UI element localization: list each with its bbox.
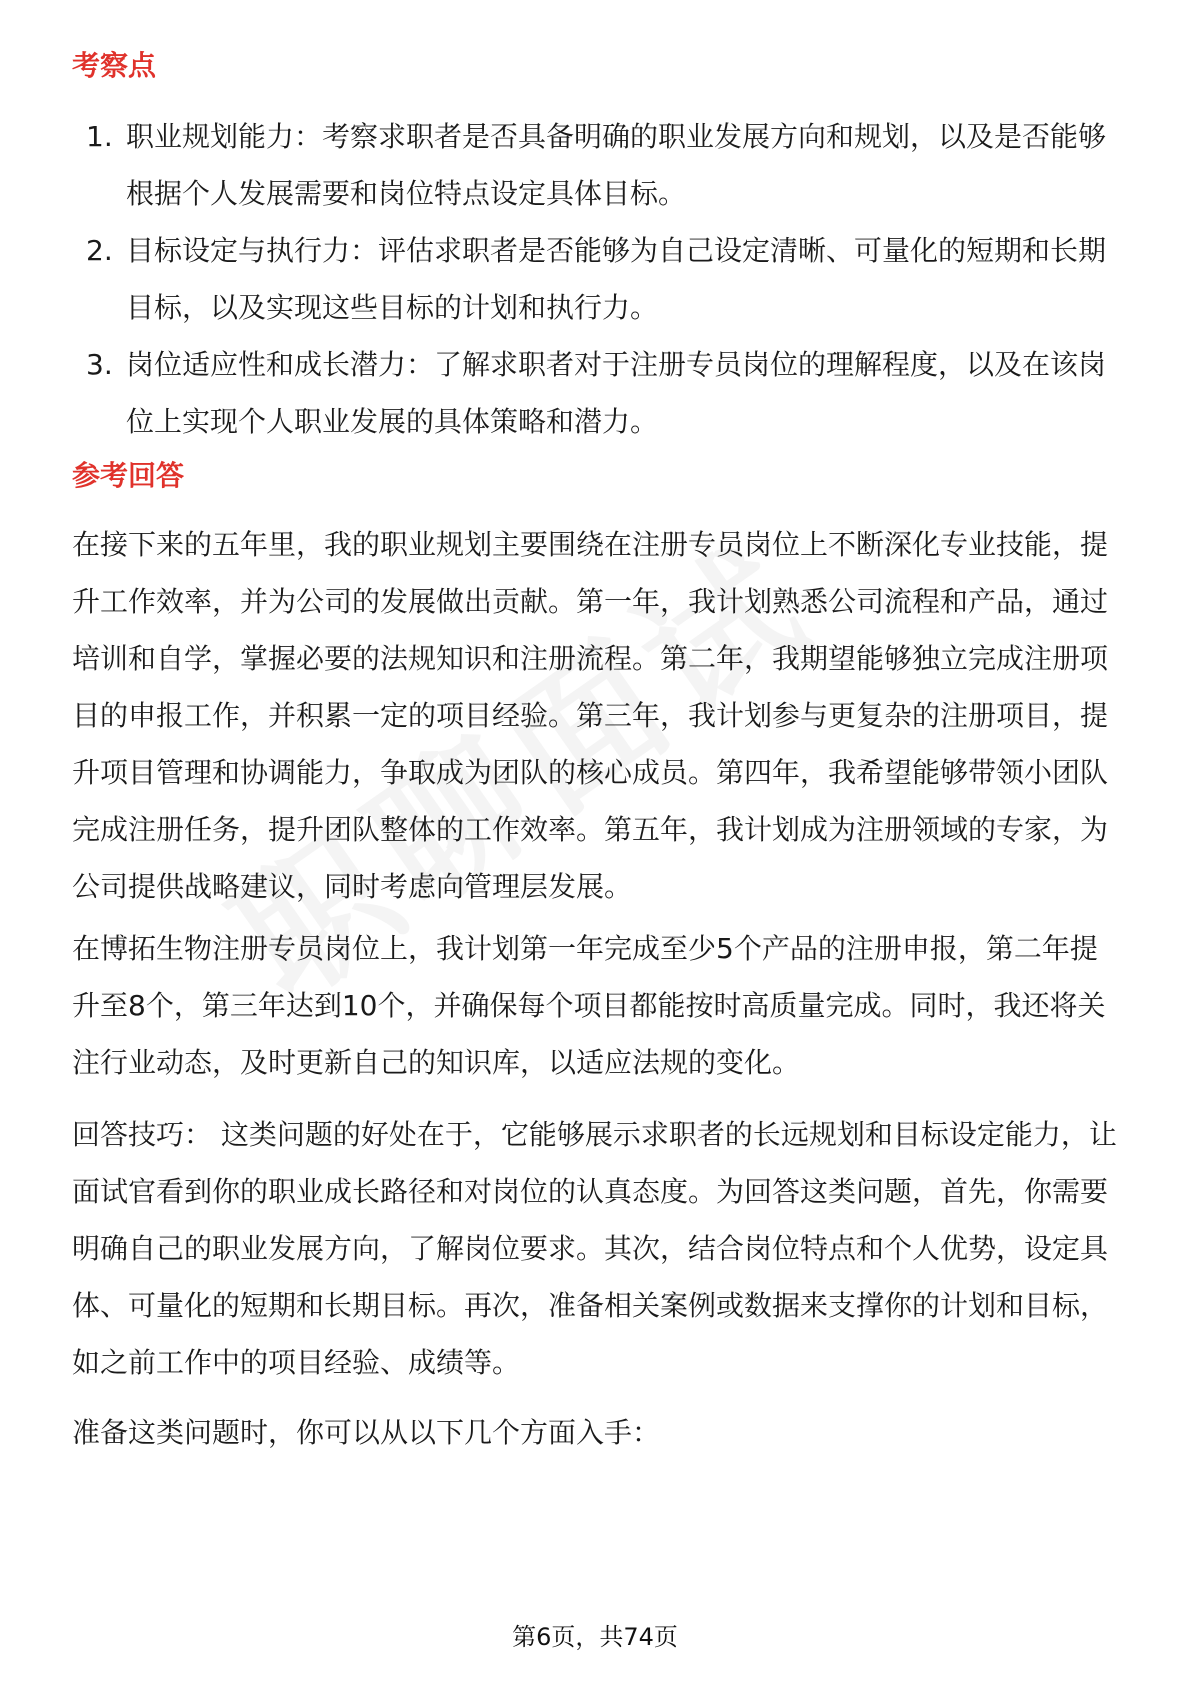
list-item-text: 目标设定与执行力：评估求职者是否能够为自己设定清晰、可量化的短期和长期目标，以及实现这些目标的计划和执行力。 bbox=[126, 234, 1107, 324]
paragraph-answer-tips: 回答技巧： 这类问题的好处在于，它能够展示求职者的长远规划和目标设定能力，让面试官看到你的职业成长路径和对岗位的认真态度。为回答这类问题，首先，你需要明确自己的职业发展方向，了解岗位要求。其次，结合岗位特点和个人优势，设定具体、可量化的短期和长期目标。再次，准备相关案例或数据来支撑你的计划和目标，如之前工作中的项目经验、成绩等。 bbox=[72, 1118, 1117, 1379]
page-number: 第6页，共74页 bbox=[512, 1623, 678, 1651]
list-number: 2. bbox=[86, 234, 113, 267]
paragraph-answer-1: 在接下来的五年里，我的职业规划主要围绕在注册专员岗位上不断深化专业技能，提升工作效率，并为公司的发展做出贡献。第一年，我计划熟悉公司流程和产品，通过培训和自学，掌握必要的法规知识和注册流程。第二年，我期望能够独立完成注册项目的申报工作，并积累一定的项目经验。第三年，我计划参与更复杂的注册项目，提升项目管理和协调能力，争取成为团队的核心成员。第四年，我希望能够带领小团队完成注册任务，提升团队整体的工作效率。第五年，我计划成为注册领域的专家，为公司提供战略建议，同时考虑向管理层发展。 bbox=[72, 528, 1109, 903]
evaluation-points-list bbox=[72, 108, 1122, 450]
list-number: 1. bbox=[86, 120, 113, 153]
list-item-text: 职业规划能力：考察求职者是否具备明确的职业发展方向和规划，以及是否能够根据个人发展需要和岗位特点设定具体目标。 bbox=[126, 120, 1107, 210]
list-item-text: 岗位适应性和成长潜力：了解求职者对于注册专员岗位的理解程度，以及在该岗位上实现个人职业发展的具体策略和潜力。 bbox=[126, 348, 1107, 438]
section-title-kaochadian: 考察点 bbox=[72, 49, 157, 82]
list-item bbox=[72, 108, 1122, 222]
list-item bbox=[72, 222, 1122, 336]
paragraph-preparation: 准备这类问题时，你可以从以下几个方面入手： bbox=[72, 1416, 661, 1449]
paragraph-answer-2: 在博拓生物注册专员岗位上，我计划第一年完成至少5个产品的注册申报，第二年提升至8个，第三年达到10个，并确保每个项目都能按时高质量完成。同时，我还将关注行业动态，及时更新自己的知识库，以适应法规的变化。 bbox=[72, 932, 1106, 1079]
list-number: 3. bbox=[86, 348, 113, 381]
section-title-cankao: 参考回答 bbox=[72, 459, 185, 492]
list-item bbox=[72, 336, 1122, 450]
